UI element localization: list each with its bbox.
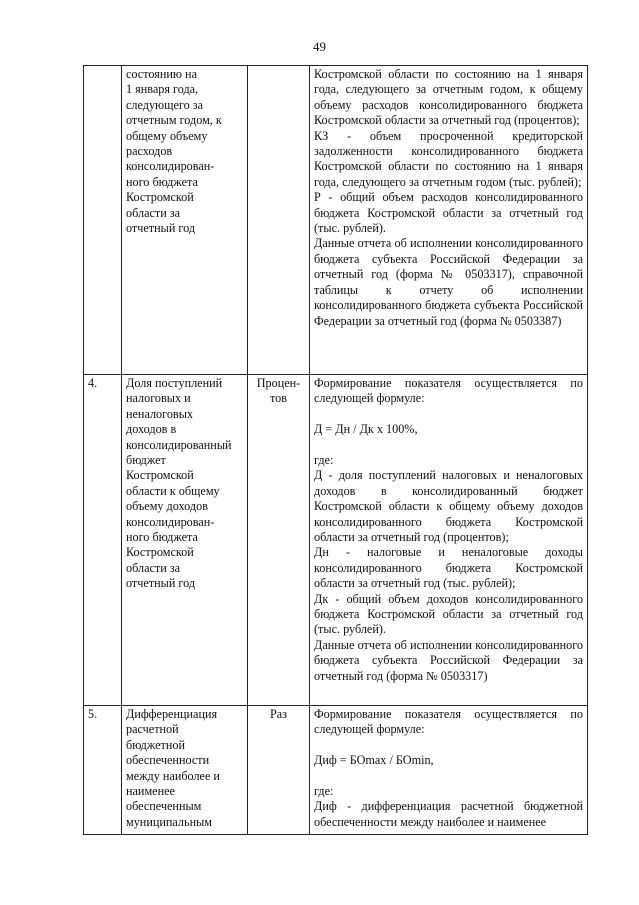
description-paragraph: Костромской области по состоянию на 1 января года, следующего за отчетным годом, к общему объему расходов консолидированного бюджета Костромской области за отчетный год (процентов);: [314, 67, 583, 128]
name-line: отчетный год: [126, 576, 196, 591]
row-number: 4.: [84, 375, 122, 706]
name-line: консолидированный: [126, 437, 232, 452]
description-paragraph: Д - доля поступлений налоговых и неналоговых доходов в консолидированный бюджет Костромской области к общему объему доходов консолидированного бюджета Костромской области за отчетный год (процентов);: [314, 468, 583, 545]
blank-line: [314, 738, 583, 753]
description-paragraph: Дк - общий объем доходов консолидированного бюджета Костромской области за отчетный год (тыс. рублей).: [314, 591, 583, 637]
name-line: консолидирован-: [126, 514, 215, 529]
description-paragraph: Данные отчета об исполнении консолидированного бюджета субъекта Российской Федерации за отчетный год (форма № 0503317): [314, 637, 583, 683]
name-line: Костромской: [126, 190, 194, 205]
blank-line: [314, 438, 583, 453]
name-line: области к общему: [126, 483, 220, 498]
name-line: расходов: [126, 144, 173, 159]
name-line: следующего за: [126, 97, 203, 112]
description-paragraph: Формирование показателя осуществляется по следующей формуле:: [314, 707, 583, 737]
indicator-name: [122, 706, 248, 835]
description-paragraph: Дн - налоговые и неналоговые доходы консолидированного бюджета Костромской области за отчетный год (тыс. рублей);: [314, 545, 583, 591]
name-line: области за: [126, 560, 181, 575]
unit-of-measure: Процен-тов: [248, 375, 310, 706]
table-row: [84, 375, 588, 706]
calculation-method: [310, 375, 588, 706]
name-line: расчетной: [126, 722, 179, 737]
calculation-method: [310, 66, 588, 375]
blank-line: [314, 407, 583, 422]
formula: Диф = БОmax / БОmin,: [314, 753, 434, 768]
name-line: Доля поступлений: [126, 376, 223, 390]
table-row: [84, 706, 588, 835]
row-number: 5.: [84, 706, 122, 835]
description-paragraph: где:: [314, 784, 334, 798]
description-paragraph: Данные отчета об исполнении консолидированного бюджета субъекта Российской Федерации за отчетный год (форма № 0503317), справочной таблицы к отчету об исполнении консолидированного бюджета субъекта Российской Федерации за отчетный год (форма № 0503387): [314, 236, 583, 328]
name-line: обеспеченности: [126, 753, 210, 768]
indicators-table: [83, 65, 588, 835]
page-number: 49: [313, 39, 326, 54]
description-paragraph: где:: [314, 453, 334, 467]
name-line: отчетный год: [126, 221, 196, 236]
name-line: налоговых и: [126, 391, 191, 406]
indicator-name: [122, 66, 248, 375]
name-line: Костромской: [126, 468, 194, 483]
name-line: Дифференциация: [126, 707, 218, 721]
blank-line: [314, 769, 583, 784]
name-line: бюджетной: [126, 737, 186, 752]
name-line: объему доходов: [126, 499, 208, 514]
name-line: отчетным годом, к: [126, 113, 222, 128]
name-line: ного бюджета: [126, 174, 198, 189]
name-line: ного бюджета: [126, 530, 198, 545]
name-line: Костромской: [126, 545, 194, 560]
name-line: 1 января года,: [126, 82, 199, 97]
unit-of-measure: Раз: [248, 706, 310, 835]
description-paragraph: КЗ - объем просроченной кредиторской задолженности консолидированного бюджета Костромской области по состоянию на 1 января года, следующего за отчетным годом (тыс. рублей);: [314, 128, 583, 189]
unit-of-measure: [248, 66, 310, 375]
name-line: доходов в: [126, 422, 177, 437]
name-line: наименее: [126, 784, 175, 799]
name-line: неналоговых: [126, 406, 193, 421]
name-line: между наиболее и: [126, 768, 220, 783]
description-paragraph: Р - общий объем расходов консолидированного бюджета Костромской области за отчетный год (тыс. рублей).: [314, 190, 583, 236]
name-line: муниципальным: [126, 814, 212, 829]
name-line: общему объему: [126, 128, 208, 143]
name-line: обеспеченным: [126, 799, 202, 814]
formula: Д = Дн / Дк х 100%,: [314, 422, 418, 437]
name-line: консолидирован-: [126, 159, 215, 174]
name-line: состоянию на: [126, 67, 197, 81]
description-paragraph: Диф - дифференциация расчетной бюджетной обеспеченности между наиболее и наименее: [314, 799, 583, 829]
indicator-name: [122, 375, 248, 706]
name-line: области за: [126, 205, 181, 220]
description-paragraph: Формирование показателя осуществляется по следующей формуле:: [314, 376, 583, 406]
calculation-method: [310, 706, 588, 835]
name-line: бюджет: [126, 453, 166, 468]
row-number: [84, 66, 122, 375]
table-row: [84, 66, 588, 375]
